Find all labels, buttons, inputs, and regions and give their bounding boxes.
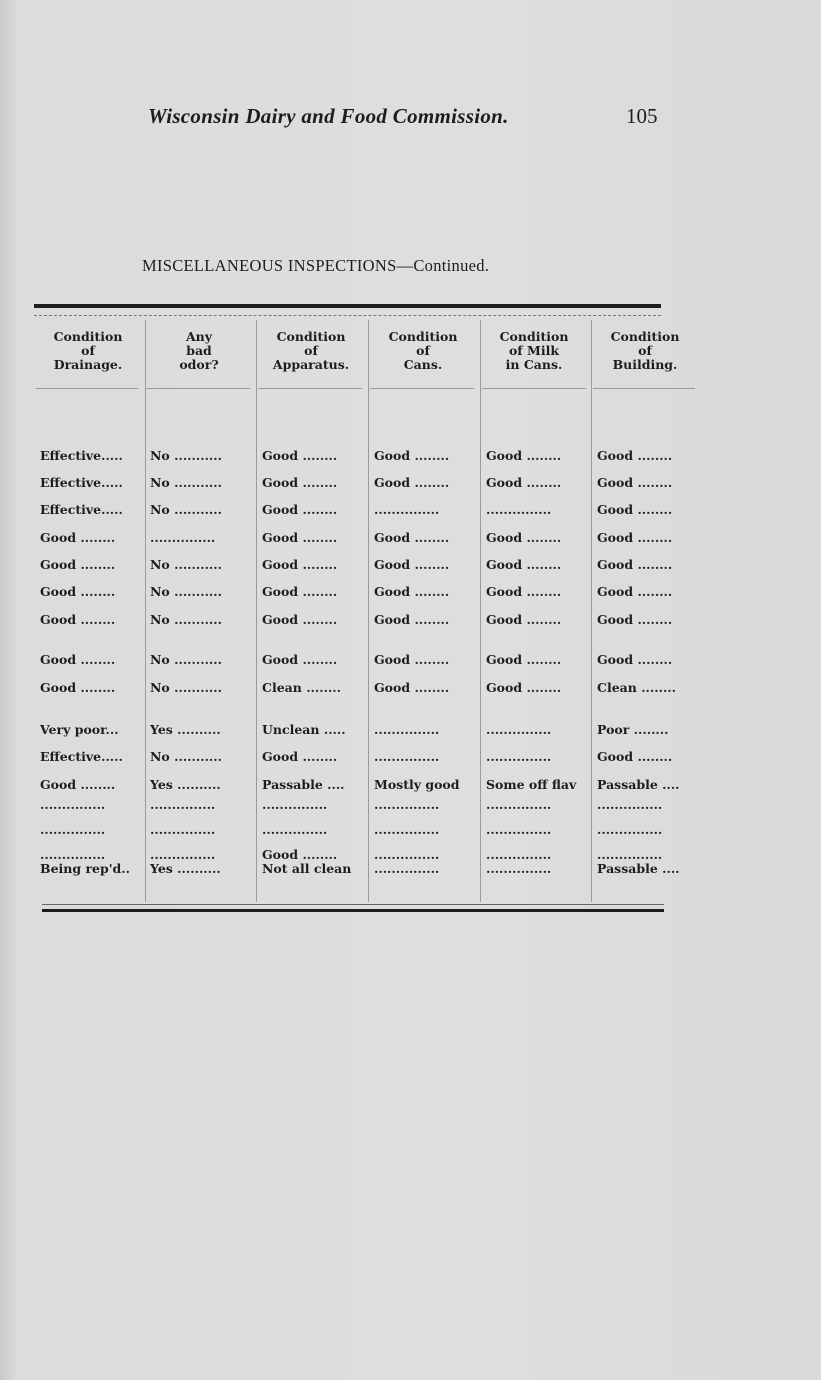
table-cell: Good ........ — [262, 530, 338, 545]
table-cell: No ........... — [150, 448, 222, 463]
table-cell: Good ........ — [597, 612, 673, 627]
column-header-line: Cans. — [403, 357, 443, 372]
column-header — [144, 330, 254, 372]
table-cell: ............... — [374, 722, 440, 737]
table-cell: ............... — [486, 861, 552, 876]
table-cell: ............... — [486, 847, 552, 862]
table-cell: ............... — [597, 822, 663, 837]
table-cell: Yes .......... — [150, 777, 221, 792]
table-cell: Some off flav — [486, 777, 577, 792]
table-cell: Good ........ — [486, 557, 562, 572]
table-cell: Good ........ — [40, 652, 116, 667]
table-cell: ............... — [597, 847, 663, 862]
table-cell: Good ........ — [262, 749, 338, 764]
table-cell: Effective..... — [40, 475, 123, 490]
table-cell: Good ........ — [597, 584, 673, 599]
table-cell: Good ........ — [374, 530, 450, 545]
section-title: MISCELLANEOUS INSPECTIONS—Continued. — [142, 256, 490, 275]
table-cell: ............... — [150, 847, 216, 862]
table-cell: Passable .... — [597, 777, 680, 792]
table-cell: Good ........ — [597, 448, 673, 463]
header-underline — [258, 388, 362, 389]
table-cell: ............... — [486, 822, 552, 837]
column-header-line: Condition — [610, 329, 680, 344]
table-cell: Yes .......... — [150, 722, 221, 737]
table-cell: ............... — [374, 749, 440, 764]
table-cell: Good ........ — [40, 530, 116, 545]
table-cell: Good ........ — [597, 530, 673, 545]
header-underline — [593, 388, 695, 389]
table-cell: Good ........ — [262, 652, 338, 667]
page-number: 105 — [626, 104, 658, 128]
table-cell: Good ........ — [597, 502, 673, 517]
header-underline — [482, 388, 586, 389]
table-cell: Clean ........ — [262, 680, 342, 695]
table-cell: Good ........ — [486, 475, 562, 490]
table-cell: ............... — [486, 502, 552, 517]
table-cell: Good ........ — [486, 652, 562, 667]
table-cell: No ........... — [150, 584, 222, 599]
table-cell: Effective..... — [40, 502, 123, 517]
column-header-line: Condition — [388, 329, 458, 344]
table-cell: ............... — [374, 861, 440, 876]
column-header — [256, 330, 366, 372]
table-cell: Good ........ — [262, 847, 338, 862]
column-header-line: Any — [185, 329, 213, 344]
column-header — [590, 330, 700, 372]
table-cell: ............... — [486, 749, 552, 764]
table-cell: Good ........ — [262, 557, 338, 572]
table-cell: Yes .......... — [150, 861, 221, 876]
column-separator — [256, 320, 257, 902]
table-top-rule — [34, 304, 661, 308]
table-cell: ............... — [150, 822, 216, 837]
table-cell: Good ........ — [486, 584, 562, 599]
column-header-line: of — [638, 343, 652, 358]
column-header-line: bad — [186, 343, 212, 358]
table-cell: Good ........ — [374, 475, 450, 490]
column-header-line: Condition — [276, 329, 346, 344]
column-separator — [368, 320, 369, 902]
table-cell: Good ........ — [40, 777, 116, 792]
table-cell: Poor ........ — [597, 722, 669, 737]
table-cell: Good ........ — [597, 475, 673, 490]
table-cell: ............... — [150, 797, 216, 812]
table-cell: No ........... — [150, 557, 222, 572]
header-underline — [36, 388, 138, 389]
table-cell: ............... — [486, 797, 552, 812]
column-header-line: Drainage. — [53, 357, 123, 372]
table-cell: Effective..... — [40, 749, 123, 764]
table-cell: ............... — [374, 797, 440, 812]
table-cell: Good ........ — [262, 448, 338, 463]
table-cell: ............... — [374, 502, 440, 517]
column-header — [33, 330, 143, 372]
table-cell: ............... — [40, 847, 106, 862]
table-cell: Good ........ — [486, 530, 562, 545]
table-cell: Good ........ — [40, 612, 116, 627]
table-cell: ............... — [597, 797, 663, 812]
table-cell: Good ........ — [486, 612, 562, 627]
table-cell: Good ........ — [262, 584, 338, 599]
table-cell: Good ........ — [374, 612, 450, 627]
table-cell: No ........... — [150, 652, 222, 667]
table-cell: Passable .... — [597, 861, 680, 876]
column-separator — [480, 320, 481, 902]
table-cell: Good ........ — [597, 652, 673, 667]
column-header-line: Condition — [53, 329, 123, 344]
table-cell: Good ........ — [262, 502, 338, 517]
table-cell: ............... — [40, 822, 106, 837]
column-header-line: of Milk — [508, 343, 560, 358]
table-cell: Good ........ — [262, 475, 338, 490]
table-cell: No ........... — [150, 680, 222, 695]
table-cell: Good ........ — [597, 557, 673, 572]
table-cell: Good ........ — [374, 652, 450, 667]
table-cell: Being rep'd.. — [40, 861, 130, 876]
table-top-thin-rule — [34, 315, 661, 316]
table-cell: No ........... — [150, 749, 222, 764]
table-cell: ............... — [374, 847, 440, 862]
table-cell: Good ........ — [374, 448, 450, 463]
table-bottom-rule — [42, 909, 664, 912]
column-header-line: Condition — [499, 329, 569, 344]
table-cell: No ........... — [150, 475, 222, 490]
table-cell: Passable .... — [262, 777, 345, 792]
table-cell: ............... — [40, 797, 106, 812]
column-header-line: Apparatus. — [272, 357, 350, 372]
table-cell: No ........... — [150, 502, 222, 517]
column-separator — [145, 320, 146, 902]
table-cell: Very poor... — [40, 722, 119, 737]
table-cell: ............... — [486, 722, 552, 737]
column-header-line: odor? — [179, 357, 219, 372]
table-cell: Good ........ — [40, 680, 116, 695]
table-cell: Unclean ..... — [262, 722, 346, 737]
table-cell: Not all clean — [262, 861, 352, 876]
table-cell: ............... — [262, 797, 328, 812]
header-underline — [370, 388, 474, 389]
table-bottom-thin-rule — [42, 904, 664, 905]
table-cell: Good ........ — [40, 584, 116, 599]
table-cell: Good ........ — [374, 584, 450, 599]
table-cell: No ........... — [150, 612, 222, 627]
table-cell: Good ........ — [486, 448, 562, 463]
table-cell: ............... — [262, 822, 328, 837]
column-header-line: of — [304, 343, 318, 358]
column-header-line: of — [81, 343, 95, 358]
table-cell: Good ........ — [40, 557, 116, 572]
column-header-line: of — [416, 343, 430, 358]
table-cell: Good ........ — [374, 557, 450, 572]
table-cell: ............... — [374, 822, 440, 837]
column-header-line: in Cans. — [505, 357, 563, 372]
table-cell: Good ........ — [374, 680, 450, 695]
column-header — [479, 330, 589, 372]
table-cell: Clean ........ — [597, 680, 677, 695]
table-cell: Effective..... — [40, 448, 123, 463]
table-cell: Mostly good — [374, 777, 460, 792]
running-title: Wisconsin Dairy and Food Commission. — [148, 104, 509, 128]
table-cell: Good ........ — [486, 680, 562, 695]
table-cell: Good ........ — [597, 749, 673, 764]
column-header — [368, 330, 478, 372]
table-cell: ............... — [150, 530, 216, 545]
header-underline — [146, 388, 250, 389]
table-cell: Good ........ — [262, 612, 338, 627]
column-header-line: Building. — [612, 357, 678, 372]
